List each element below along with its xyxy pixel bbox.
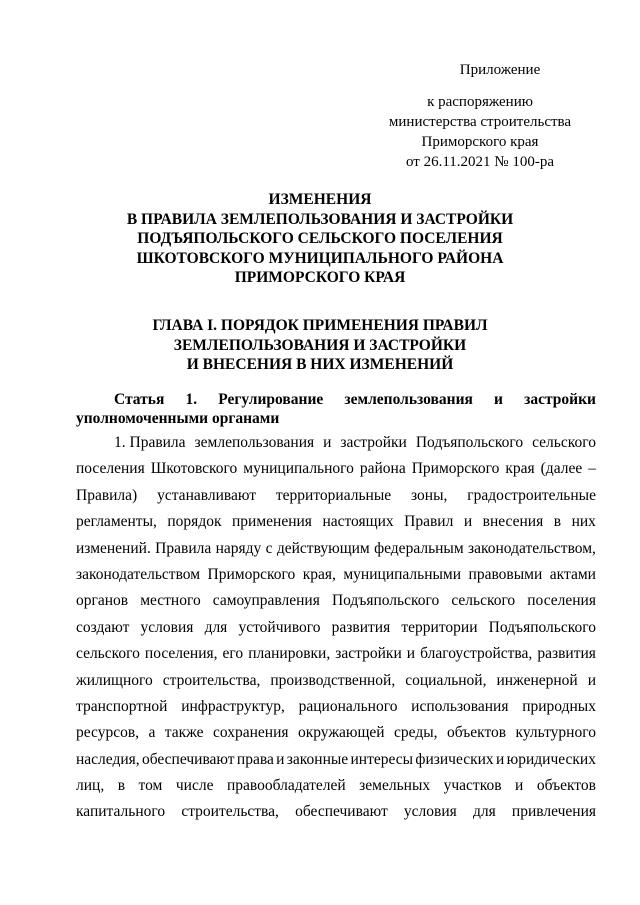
article-heading-word: Регулирование (218, 391, 324, 408)
body-text-line (76, 641, 596, 667)
body-text-word: том (138, 777, 163, 795)
body-text-word: поселения (76, 460, 145, 478)
body-text-word: устойчивого (238, 618, 321, 636)
body-text-word: применения (232, 513, 312, 531)
body-text-line (76, 456, 596, 482)
body-text-word: местного (140, 592, 201, 610)
body-text-word: условия (403, 803, 457, 821)
body-text-word: Приморского (411, 460, 500, 478)
body-paragraph (76, 430, 596, 826)
body-text-word: федеральным (374, 539, 464, 557)
article-heading-line: уполномоченными органами (76, 410, 280, 427)
body-text-word: в (117, 777, 126, 795)
body-text-word: законодательством (76, 565, 201, 583)
body-text-word: законные (286, 750, 349, 768)
body-text-word: наследия, (76, 750, 140, 768)
chapter-heading-line: ГЛАВА I. ПОРЯДОК ПРИМЕНЕНИЯ ПРАВИЛ (152, 317, 488, 334)
body-text-word: ресурсов, (76, 724, 140, 742)
body-text-word: законодательством, (468, 539, 596, 557)
body-text-word: и (587, 671, 596, 689)
body-text-line (76, 668, 596, 694)
document-title (40, 190, 600, 288)
body-text-word: муниципальными (343, 565, 462, 583)
body-text-word: сельского (451, 592, 516, 610)
body-text-word: культурного (515, 724, 596, 742)
body-text-word: Приморского (207, 565, 296, 583)
body-text-word: для (472, 803, 496, 821)
article-heading-word: Статья (114, 391, 165, 408)
body-text-word: действующим (276, 539, 370, 557)
body-text-word: развития (331, 618, 391, 636)
appendix-title: Приложение (459, 62, 541, 78)
body-text-word: благоустройства, (420, 645, 533, 663)
appendix-line: от 26.11.2021 № 100-ра (405, 154, 554, 170)
article-heading (76, 390, 596, 428)
article-heading-line (114, 390, 596, 409)
body-text-word: строительства, (162, 671, 261, 689)
body-text-word: привлечения (511, 803, 596, 821)
body-text-word: объектов (536, 777, 596, 795)
body-text-word: среды, (394, 724, 438, 742)
body-text-word: поселения, (144, 645, 218, 663)
body-text-word: объектов (446, 724, 507, 742)
document-title-line: ПРИМОРСКОГО КРАЯ (234, 269, 406, 286)
body-text-word: и (323, 434, 332, 451)
body-text-word: инженерной (496, 671, 578, 689)
body-text-line (76, 536, 596, 562)
appendix-line: министерства строительства (388, 114, 572, 130)
body-text-line (76, 773, 596, 799)
body-text-word: числе (175, 777, 214, 795)
body-text-word: устанавливают (157, 486, 257, 504)
article-heading-word: застройки (524, 391, 596, 408)
body-text-word: и (496, 750, 505, 768)
body-text-word: Подъяпольского (415, 434, 524, 451)
body-text-word: для (204, 618, 228, 636)
body-text-word: градостроительные (467, 486, 596, 504)
document-title-line: В ПРАВИЛА ЗЕМЛЕПОЛЬЗОВАНИЯ И ЗАСТРОЙКИ (126, 210, 514, 228)
body-text-word: края, (302, 565, 336, 583)
body-text-word: обеспечивают (141, 750, 235, 768)
body-text-word: застройки (340, 434, 407, 451)
body-text-word: природных (522, 697, 596, 715)
body-text-word: зоны, (411, 486, 448, 504)
body-text-line (76, 615, 596, 641)
body-text-word: органов (76, 592, 129, 610)
body-text-word: производственной, (270, 671, 396, 689)
body-text-word: Шкотовского (150, 460, 238, 478)
body-text-line (76, 430, 596, 456)
body-text-word: застройки (335, 645, 402, 663)
body-text-line (76, 588, 596, 614)
body-text-line (76, 799, 596, 825)
body-text-word: – (588, 460, 596, 478)
body-text-word: 1. Правила (114, 434, 186, 451)
document-title-line: ПОДЪЯПОЛЬСКОГО СЕЛЬСКОГО ПОСЕЛЕНИЯ (137, 230, 503, 247)
body-text-word: с (265, 539, 273, 557)
body-text-word: окружающей (297, 724, 385, 742)
body-text-word: его (222, 645, 244, 663)
body-text-word: а (148, 724, 156, 742)
body-text-word: настоящих (322, 513, 394, 531)
body-text-word: и (276, 750, 285, 768)
body-text-word: юридических (506, 750, 596, 768)
body-text-word: землепользования (194, 434, 315, 451)
body-text-word: транспортной (76, 697, 168, 715)
body-text-word: социальной, (405, 671, 487, 689)
body-text-word: земельных (359, 777, 431, 795)
body-text-word: актами (549, 565, 596, 583)
body-text-word: сельского (76, 645, 140, 663)
body-text-word: наряду (215, 539, 262, 557)
article-heading-word: 1. (185, 391, 198, 408)
chapter-heading-line: И ВНЕСЕНИЯ В НИХ ИЗМЕНЕНИЙ (186, 356, 454, 373)
body-text-word: сохранения (212, 724, 289, 742)
body-text-word: муниципального (243, 460, 354, 478)
body-text-word: также (164, 724, 204, 742)
body-text-word: участков (443, 777, 502, 795)
body-text-word: правовыми (468, 565, 543, 583)
body-text-word: и (515, 777, 524, 795)
article-heading-word: землепользования (344, 391, 473, 408)
body-text-word: рационального (298, 697, 398, 715)
body-text-word: Правил (404, 513, 454, 531)
body-text-word: поселения (527, 592, 596, 610)
chapter-heading-line: ЗЕМЛЕПОЛЬЗОВАНИЯ И ЗАСТРОЙКИ (173, 336, 467, 354)
body-text-word: самоуправления (212, 592, 320, 610)
article-heading-word: и (494, 391, 503, 408)
body-text-line (76, 562, 596, 588)
body-text-word: территории (401, 618, 478, 636)
body-text-word: Правила) (76, 486, 138, 504)
body-text-word: Правила (155, 539, 212, 557)
body-text-word: внесения (482, 513, 544, 531)
body-text-word: сельского (532, 434, 596, 451)
body-text-line (76, 483, 596, 509)
body-text-word: (далее (540, 460, 583, 478)
body-text-line (76, 747, 596, 773)
appendix-lines (360, 92, 600, 172)
body-text-word: использования (411, 697, 509, 715)
body-text-word: Подъяпольского (488, 618, 596, 636)
body-text-word: интересы (350, 750, 414, 768)
body-text-word: условия (140, 618, 194, 636)
body-text-word: лиц, (76, 777, 105, 795)
body-text-line (76, 694, 596, 720)
body-text-word: регламенты, (76, 513, 157, 531)
body-text-word: них (571, 513, 596, 531)
document-title-line: ИЗМЕНЕНИЯ (268, 191, 372, 208)
body-text-word: порядок (167, 513, 222, 531)
body-text-word: планировки, (248, 645, 331, 663)
chapter-heading (40, 316, 600, 375)
body-text-word: края (505, 460, 535, 478)
body-text-word: права (236, 750, 274, 768)
body-text-word: района (359, 460, 406, 478)
body-text-line (76, 509, 596, 535)
body-text-word: правообладателей (226, 777, 346, 795)
document-title-line: ШКОТОВСКОГО МУНИЦИПАЛЬНОГО РАЙОНА (136, 249, 504, 267)
body-text-word: физических (415, 750, 494, 768)
body-text-word: развития (537, 645, 596, 663)
body-text-word: в (553, 513, 562, 531)
body-text-word: жилищного (76, 671, 153, 689)
body-text-word: создают (76, 618, 130, 636)
appendix-line: Приморского края (421, 134, 539, 150)
body-text-word: строительства, (181, 803, 279, 821)
body-text-word: инфраструктур, (181, 697, 285, 715)
body-text-word: территориальные (275, 486, 392, 504)
body-text-word: Подъяпольского (331, 592, 440, 610)
body-text-word: обеспечивают (295, 803, 388, 821)
body-text-word: капитального (76, 803, 166, 821)
appendix-line: к распоряжению (427, 94, 533, 110)
body-text-word: изменений. (76, 539, 151, 557)
body-text-word: и (406, 645, 416, 663)
body-text-word: и (463, 513, 473, 531)
body-text-line (76, 720, 596, 746)
